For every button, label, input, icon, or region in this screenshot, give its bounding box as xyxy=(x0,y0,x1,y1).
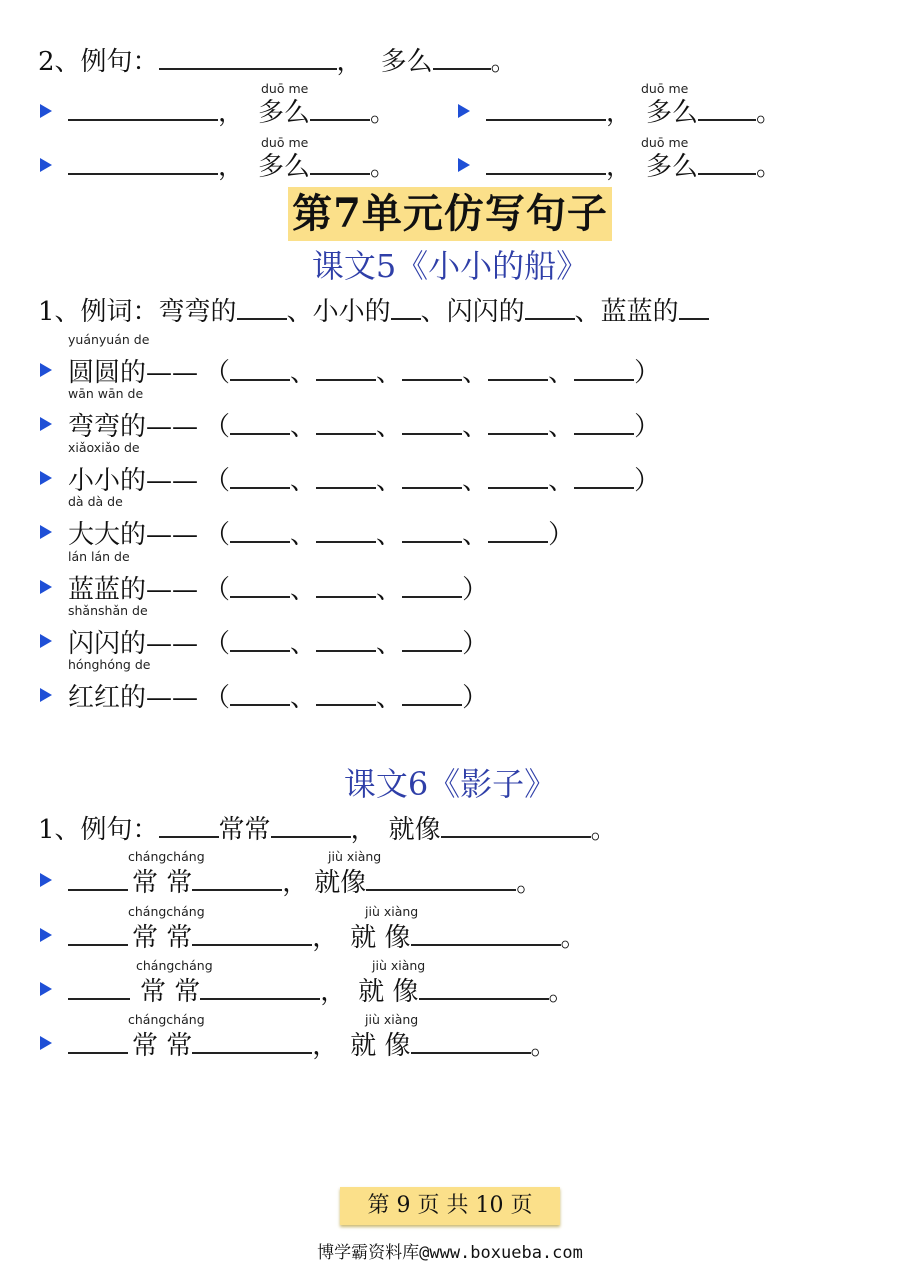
changchang-word: 常 常 xyxy=(132,923,193,953)
blank xyxy=(316,626,376,652)
changchang-word: 常 常 xyxy=(140,977,201,1007)
comma: ， xyxy=(282,868,309,898)
period: 。 xyxy=(370,152,397,182)
item-pinyin: shǎnshǎn de xyxy=(68,603,148,618)
blank xyxy=(402,572,462,598)
duome-word: 多么 xyxy=(380,47,433,77)
blank xyxy=(200,974,320,1000)
item-pinyin: xiǎoxiǎo de xyxy=(68,440,140,455)
blank xyxy=(230,517,290,543)
bullet-arrow-icon xyxy=(40,363,52,377)
jiuxiang-word: 就 像 xyxy=(350,923,411,953)
dash: —— xyxy=(146,629,199,659)
item-row xyxy=(68,463,660,498)
exercise-line xyxy=(68,1028,557,1063)
comma: ， xyxy=(606,152,633,182)
item-pinyin: wān wān de xyxy=(68,386,144,401)
pinyin-changchang: chángcháng xyxy=(136,958,213,973)
comma: ， xyxy=(320,977,347,1007)
blank xyxy=(192,865,282,891)
open-paren: （ xyxy=(204,520,231,550)
blank xyxy=(230,680,290,706)
blank xyxy=(310,149,370,175)
blank xyxy=(230,626,290,652)
blank xyxy=(230,572,290,598)
bullet-arrow-icon xyxy=(40,417,52,431)
separator: 、 xyxy=(548,358,575,388)
blank xyxy=(419,974,549,1000)
blank xyxy=(486,149,606,175)
period: 。 xyxy=(516,868,543,898)
separator: 、 xyxy=(290,358,317,388)
item-pinyin: dà dà de xyxy=(68,494,123,509)
blank xyxy=(316,517,376,543)
blank xyxy=(159,44,337,70)
separator: 、 xyxy=(286,297,313,327)
exercise-line xyxy=(486,95,782,130)
blank xyxy=(411,920,561,946)
bullet-arrow-icon xyxy=(40,580,52,594)
blank xyxy=(402,355,462,381)
pinyin-jiuxiang: jiù xiàng xyxy=(372,958,426,973)
separator: 、 xyxy=(376,412,403,442)
blank xyxy=(391,294,421,320)
bullet-arrow-icon xyxy=(458,158,470,172)
item-row xyxy=(68,572,488,607)
blank xyxy=(316,355,376,381)
blank xyxy=(310,95,370,121)
jiuxiang-word: 就 像 xyxy=(350,1031,411,1061)
bullet-arrow-icon xyxy=(40,104,52,118)
blank xyxy=(402,409,462,435)
separator: 、 xyxy=(462,466,489,496)
item-word: 圆圆的 xyxy=(68,358,147,388)
duome-word: 多么 xyxy=(646,152,699,182)
open-paren: （ xyxy=(204,412,231,442)
blank xyxy=(230,409,290,435)
changchang-word: 常 常 xyxy=(132,868,193,898)
bullet-arrow-icon xyxy=(40,1036,52,1050)
separator: 、 xyxy=(574,297,601,327)
open-paren: （ xyxy=(204,683,231,713)
changchang-word: 常 常 xyxy=(132,1031,193,1061)
blank xyxy=(316,680,376,706)
comma: ， xyxy=(218,152,245,182)
item-row xyxy=(68,409,660,444)
bullet-arrow-icon xyxy=(40,982,52,996)
period: 。 xyxy=(590,815,617,845)
separator: 、 xyxy=(290,520,317,550)
close-paren: ） xyxy=(462,683,489,713)
close-paren: ） xyxy=(462,629,489,659)
duome-word: 多么 xyxy=(646,98,699,128)
blank xyxy=(68,865,128,891)
q1-word: 闪闪的 xyxy=(446,297,525,327)
pinyin-jiuxiang: jiù xiàng xyxy=(365,904,419,919)
dash: —— xyxy=(146,683,199,713)
pinyin-changchang: chángcháng xyxy=(128,1012,205,1027)
blank xyxy=(679,294,709,320)
bullet-arrow-icon xyxy=(40,471,52,485)
close-paren: ） xyxy=(634,412,661,442)
blank xyxy=(230,355,290,381)
separator: 、 xyxy=(376,520,403,550)
blank xyxy=(574,355,634,381)
period: 。 xyxy=(530,1031,557,1061)
item-pinyin: yuányuán de xyxy=(68,332,150,347)
blank xyxy=(271,812,351,838)
blank xyxy=(574,409,634,435)
blank xyxy=(402,680,462,706)
separator: 、 xyxy=(462,358,489,388)
site-watermark: 博学霸资料库@www.boxueba.com xyxy=(317,1243,583,1263)
separator: 、 xyxy=(420,297,447,327)
item-pinyin: hónghóng de xyxy=(68,657,151,672)
blank xyxy=(402,626,462,652)
jiuxiang-word: 就像 xyxy=(314,868,367,898)
exercise-line xyxy=(68,95,396,130)
jiuxiang-word: 就像 xyxy=(388,815,441,845)
lesson5-title: 课文5《小小的船》 xyxy=(311,247,589,285)
pinyin-duome: duō me xyxy=(261,135,309,150)
separator: 、 xyxy=(376,358,403,388)
item-row xyxy=(68,355,660,390)
comma: ， xyxy=(312,923,339,953)
q1-label: 1、例句： xyxy=(38,815,159,845)
item-word: 蓝蓝的 xyxy=(68,575,147,605)
period: 。 xyxy=(560,923,587,953)
blank xyxy=(488,409,548,435)
period: 。 xyxy=(756,152,783,182)
blank xyxy=(316,572,376,598)
blank xyxy=(68,974,130,1000)
blank xyxy=(68,1028,128,1054)
item-word: 红红的 xyxy=(68,683,147,713)
blank xyxy=(68,149,218,175)
open-paren: （ xyxy=(204,358,231,388)
jiuxiang-word: 就 像 xyxy=(358,977,419,1007)
separator: 、 xyxy=(376,683,403,713)
blank xyxy=(488,463,548,489)
item-row xyxy=(68,626,488,661)
blank xyxy=(316,409,376,435)
separator: 、 xyxy=(290,629,317,659)
blank xyxy=(488,517,548,543)
item-pinyin: lán lán de xyxy=(68,549,130,564)
open-paren: （ xyxy=(204,629,231,659)
comma: ， xyxy=(336,47,363,77)
separator: 、 xyxy=(290,466,317,496)
exercise-line xyxy=(68,149,396,184)
blank xyxy=(237,294,287,320)
separator: 、 xyxy=(290,575,317,605)
bullet-arrow-icon xyxy=(458,104,470,118)
comma: ， xyxy=(312,1031,339,1061)
item-word: 小小的 xyxy=(68,466,147,496)
blank xyxy=(698,95,756,121)
blank xyxy=(68,95,218,121)
item-row xyxy=(68,517,574,552)
exercise-line xyxy=(68,974,575,1009)
lesson6-title: 课文6《影子》 xyxy=(343,765,557,803)
blank xyxy=(698,149,756,175)
exercise-line xyxy=(486,149,782,184)
example-2-label: 2、例句： xyxy=(38,47,159,77)
separator: 、 xyxy=(376,629,403,659)
close-paren: ） xyxy=(634,466,661,496)
bullet-arrow-icon xyxy=(40,928,52,942)
separator: 、 xyxy=(376,575,403,605)
blank xyxy=(192,920,312,946)
blank xyxy=(574,463,634,489)
dash: —— xyxy=(146,412,199,442)
blank xyxy=(159,812,219,838)
unit-title: 第7单元仿写句子 xyxy=(288,187,612,241)
bullet-arrow-icon xyxy=(40,688,52,702)
dash: —— xyxy=(146,520,199,550)
pinyin-duome: duō me xyxy=(641,81,689,96)
close-paren: ） xyxy=(462,575,489,605)
blank xyxy=(433,44,491,70)
dash: —— xyxy=(146,358,199,388)
separator: 、 xyxy=(462,412,489,442)
close-paren: ） xyxy=(548,520,575,550)
period: 。 xyxy=(370,98,397,128)
q1-word: 蓝蓝的 xyxy=(600,297,679,327)
blank xyxy=(402,463,462,489)
item-word: 闪闪的 xyxy=(68,629,147,659)
separator: 、 xyxy=(290,683,317,713)
separator: 、 xyxy=(462,520,489,550)
comma: ， xyxy=(218,98,245,128)
period: 。 xyxy=(548,977,575,1007)
q1-label: 1、例词： xyxy=(38,297,159,327)
q1-word: 小小的 xyxy=(312,297,391,327)
pinyin-duome: duō me xyxy=(641,135,689,150)
bullet-arrow-icon xyxy=(40,634,52,648)
close-paren: ） xyxy=(634,358,661,388)
q1-word: 弯弯的 xyxy=(158,297,237,327)
bullet-arrow-icon xyxy=(40,525,52,539)
blank xyxy=(488,355,548,381)
open-paren: （ xyxy=(204,466,231,496)
changchang-word: 常常 xyxy=(218,815,271,845)
period: 。 xyxy=(756,98,783,128)
pinyin-changchang: chángcháng xyxy=(128,904,205,919)
blank xyxy=(411,1028,531,1054)
lesson5-q1 xyxy=(38,294,709,329)
comma: ， xyxy=(606,98,633,128)
dash: —— xyxy=(146,466,199,496)
pinyin-jiuxiang: jiù xiàng xyxy=(328,849,382,864)
blank xyxy=(316,463,376,489)
bullet-arrow-icon xyxy=(40,873,52,887)
item-row xyxy=(68,680,488,715)
pinyin-jiuxiang: jiù xiàng xyxy=(365,1012,419,1027)
blank xyxy=(402,517,462,543)
separator: 、 xyxy=(290,412,317,442)
blank xyxy=(441,812,591,838)
lesson6-example xyxy=(38,812,617,847)
blank xyxy=(486,95,606,121)
exercise-line xyxy=(68,865,542,900)
separator: 、 xyxy=(376,466,403,496)
open-paren: （ xyxy=(204,575,231,605)
separator: 、 xyxy=(548,466,575,496)
item-word: 大大的 xyxy=(68,520,147,550)
page-number: 第 9 页 共 10 页 xyxy=(340,1187,560,1225)
pinyin-changchang: chángcháng xyxy=(128,849,205,864)
dash: —— xyxy=(146,575,199,605)
pinyin-duome: duō me xyxy=(261,81,309,96)
duome-word: 多么 xyxy=(258,152,311,182)
blank xyxy=(68,920,128,946)
bullet-arrow-icon xyxy=(40,158,52,172)
blank xyxy=(192,1028,312,1054)
comma: ， xyxy=(350,815,377,845)
blank xyxy=(366,865,516,891)
item-word: 弯弯的 xyxy=(68,412,147,442)
example-2-line xyxy=(38,44,517,79)
blank xyxy=(230,463,290,489)
duome-word: 多么 xyxy=(258,98,311,128)
separator: 、 xyxy=(548,412,575,442)
period: 。 xyxy=(490,47,517,77)
blank xyxy=(525,294,575,320)
exercise-line xyxy=(68,920,587,955)
